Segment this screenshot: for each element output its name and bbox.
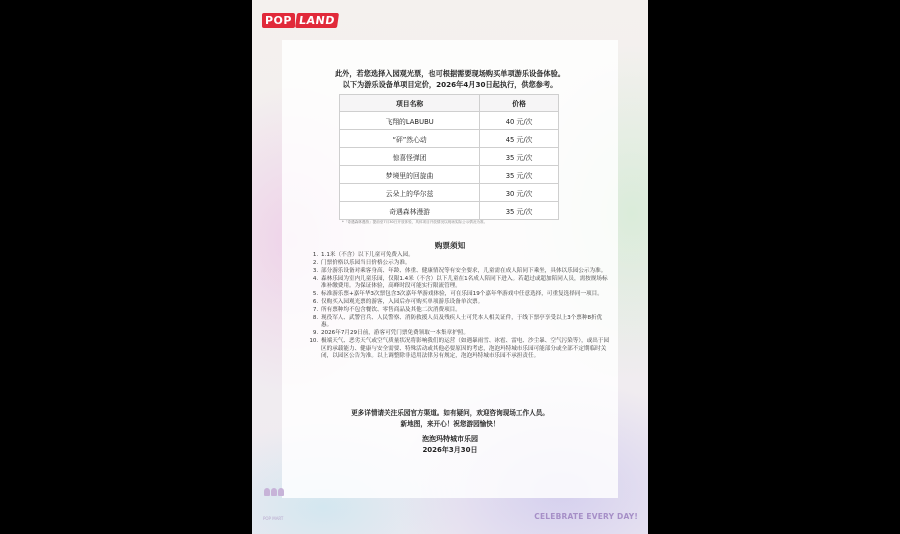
rule-item: 8. 现役军人、武警官兵、人民警察、消防救援人员及残疾人士可凭本人相关证件，于线下票亭享受以上3个票种8折优惠。 (320, 315, 612, 329)
table-row (340, 202, 559, 220)
item-name: 云朵上的华尔兹 (340, 184, 480, 202)
table-footnote: *「奇遇森林漫游」提前至7月30日开放体验，具体项目开放情况以现场实际公示情况为准。 (342, 220, 488, 224)
document-page (252, 0, 648, 534)
item-name: “砰”然心动 (340, 130, 480, 148)
item-name: 奇遇森林漫游 (340, 202, 480, 220)
table-row (340, 166, 559, 184)
table-row (340, 148, 559, 166)
popland-logo (262, 12, 338, 28)
header-price: 价格 (480, 95, 559, 112)
rule-item: 2. 门票价格以乐园当日价格公示为准。 (320, 260, 612, 267)
rule-item: 5. 标准游乐票+嘉年华3次票包含3次嘉年华游戏体验，可在乐园19个嘉年华游戏中任意选择，可重复选择同一项目。 (320, 291, 612, 298)
tagline: CELEBRATE EVERY DAY! (534, 512, 638, 521)
signature-date: 2026年3月30日 (422, 446, 478, 454)
table-row (340, 112, 559, 130)
item-name: 惊喜怪弹团 (340, 148, 480, 166)
rule-item: 6. 仅购买入园观光票的游客，入园后亦可购买单项游乐设备单次票。 (320, 299, 612, 306)
notice-title: 购票须知 (434, 241, 466, 250)
item-price: 35 元/次 (480, 166, 559, 184)
logo-pop: POP (262, 13, 295, 28)
rules-list (310, 252, 612, 361)
rule-item: 1. 1.1米（不含）以下儿童可免费入园。 (320, 252, 612, 259)
item-price: 35 元/次 (480, 202, 559, 220)
closing-line-2: 新地图，来开心！祝您游园愉快！ (400, 420, 500, 428)
brand-label: POP MART (263, 516, 284, 521)
closing-line-1: 更多详情请关注乐园官方渠道。如有疑问，欢迎咨询现场工作人员。 (351, 409, 549, 417)
rule-item: 9. 2026年7月29日前，游客可凭门票免费领取一本集章护照。 (320, 330, 612, 337)
item-name: 梦境里的回旋曲 (340, 166, 480, 184)
rule-item: 3. 部分游乐设备对乘客身高、年龄、体重、健康情况等有安全要求，儿童需在成人陪同下乘坐，具体以乐园公示为准。 (320, 268, 612, 275)
item-name: 飞翔的LABUBU (340, 112, 480, 130)
rule-item: 10. 极端天气、恶劣天气或空气质量状况将影响我们的运营（如遇暴雨雪、冰雹、雷电、沙尘暴、空气污染等），或出于园区的承载能力、健康与安全需要、特殊活动或其他必要原因的考虑，泡泡玛特城市乐园可能部分或全部不定期临时关闭，以园区公告为准。以上调整除非适用法律另有规定，泡泡玛特城市乐园不承担责任。 (320, 338, 612, 360)
item-price: 40 元/次 (480, 112, 559, 130)
item-price: 30 元/次 (480, 184, 559, 202)
figure-icons (264, 488, 284, 496)
figure-icon (278, 488, 284, 496)
table-row (340, 184, 559, 202)
rule-item: 7. 所有票种均不包含餐饮、零售商品及其他二次消费项目。 (320, 307, 612, 314)
table-header-row (340, 95, 559, 112)
signature-org: 泡泡玛特城市乐园 (422, 435, 478, 443)
intro-line-2: 以下为游乐设备单项目定价，2026年4月30日起执行，供您参考。 (342, 80, 558, 89)
logo-land: LAND (295, 13, 339, 28)
table-row (340, 130, 559, 148)
rule-item: 4. 森林乐园为室内儿童乐园，仅限1.4米（不含）以下儿童在1名成人陪同下进入。若超过或超加陪同人员，需按规场标准补缴费用。为保证体验，高峰时段可能实行限流管理。 (320, 276, 612, 290)
intro-line-1: 此外，若您选择入园观光票，也可根据需要现场购买单项游乐设备体验。 (334, 69, 565, 78)
figure-icon (264, 488, 270, 496)
figure-icon (271, 488, 277, 496)
price-table (339, 94, 559, 220)
item-price: 35 元/次 (480, 148, 559, 166)
header-item-name: 项目名称 (340, 95, 480, 112)
item-price: 45 元/次 (480, 130, 559, 148)
